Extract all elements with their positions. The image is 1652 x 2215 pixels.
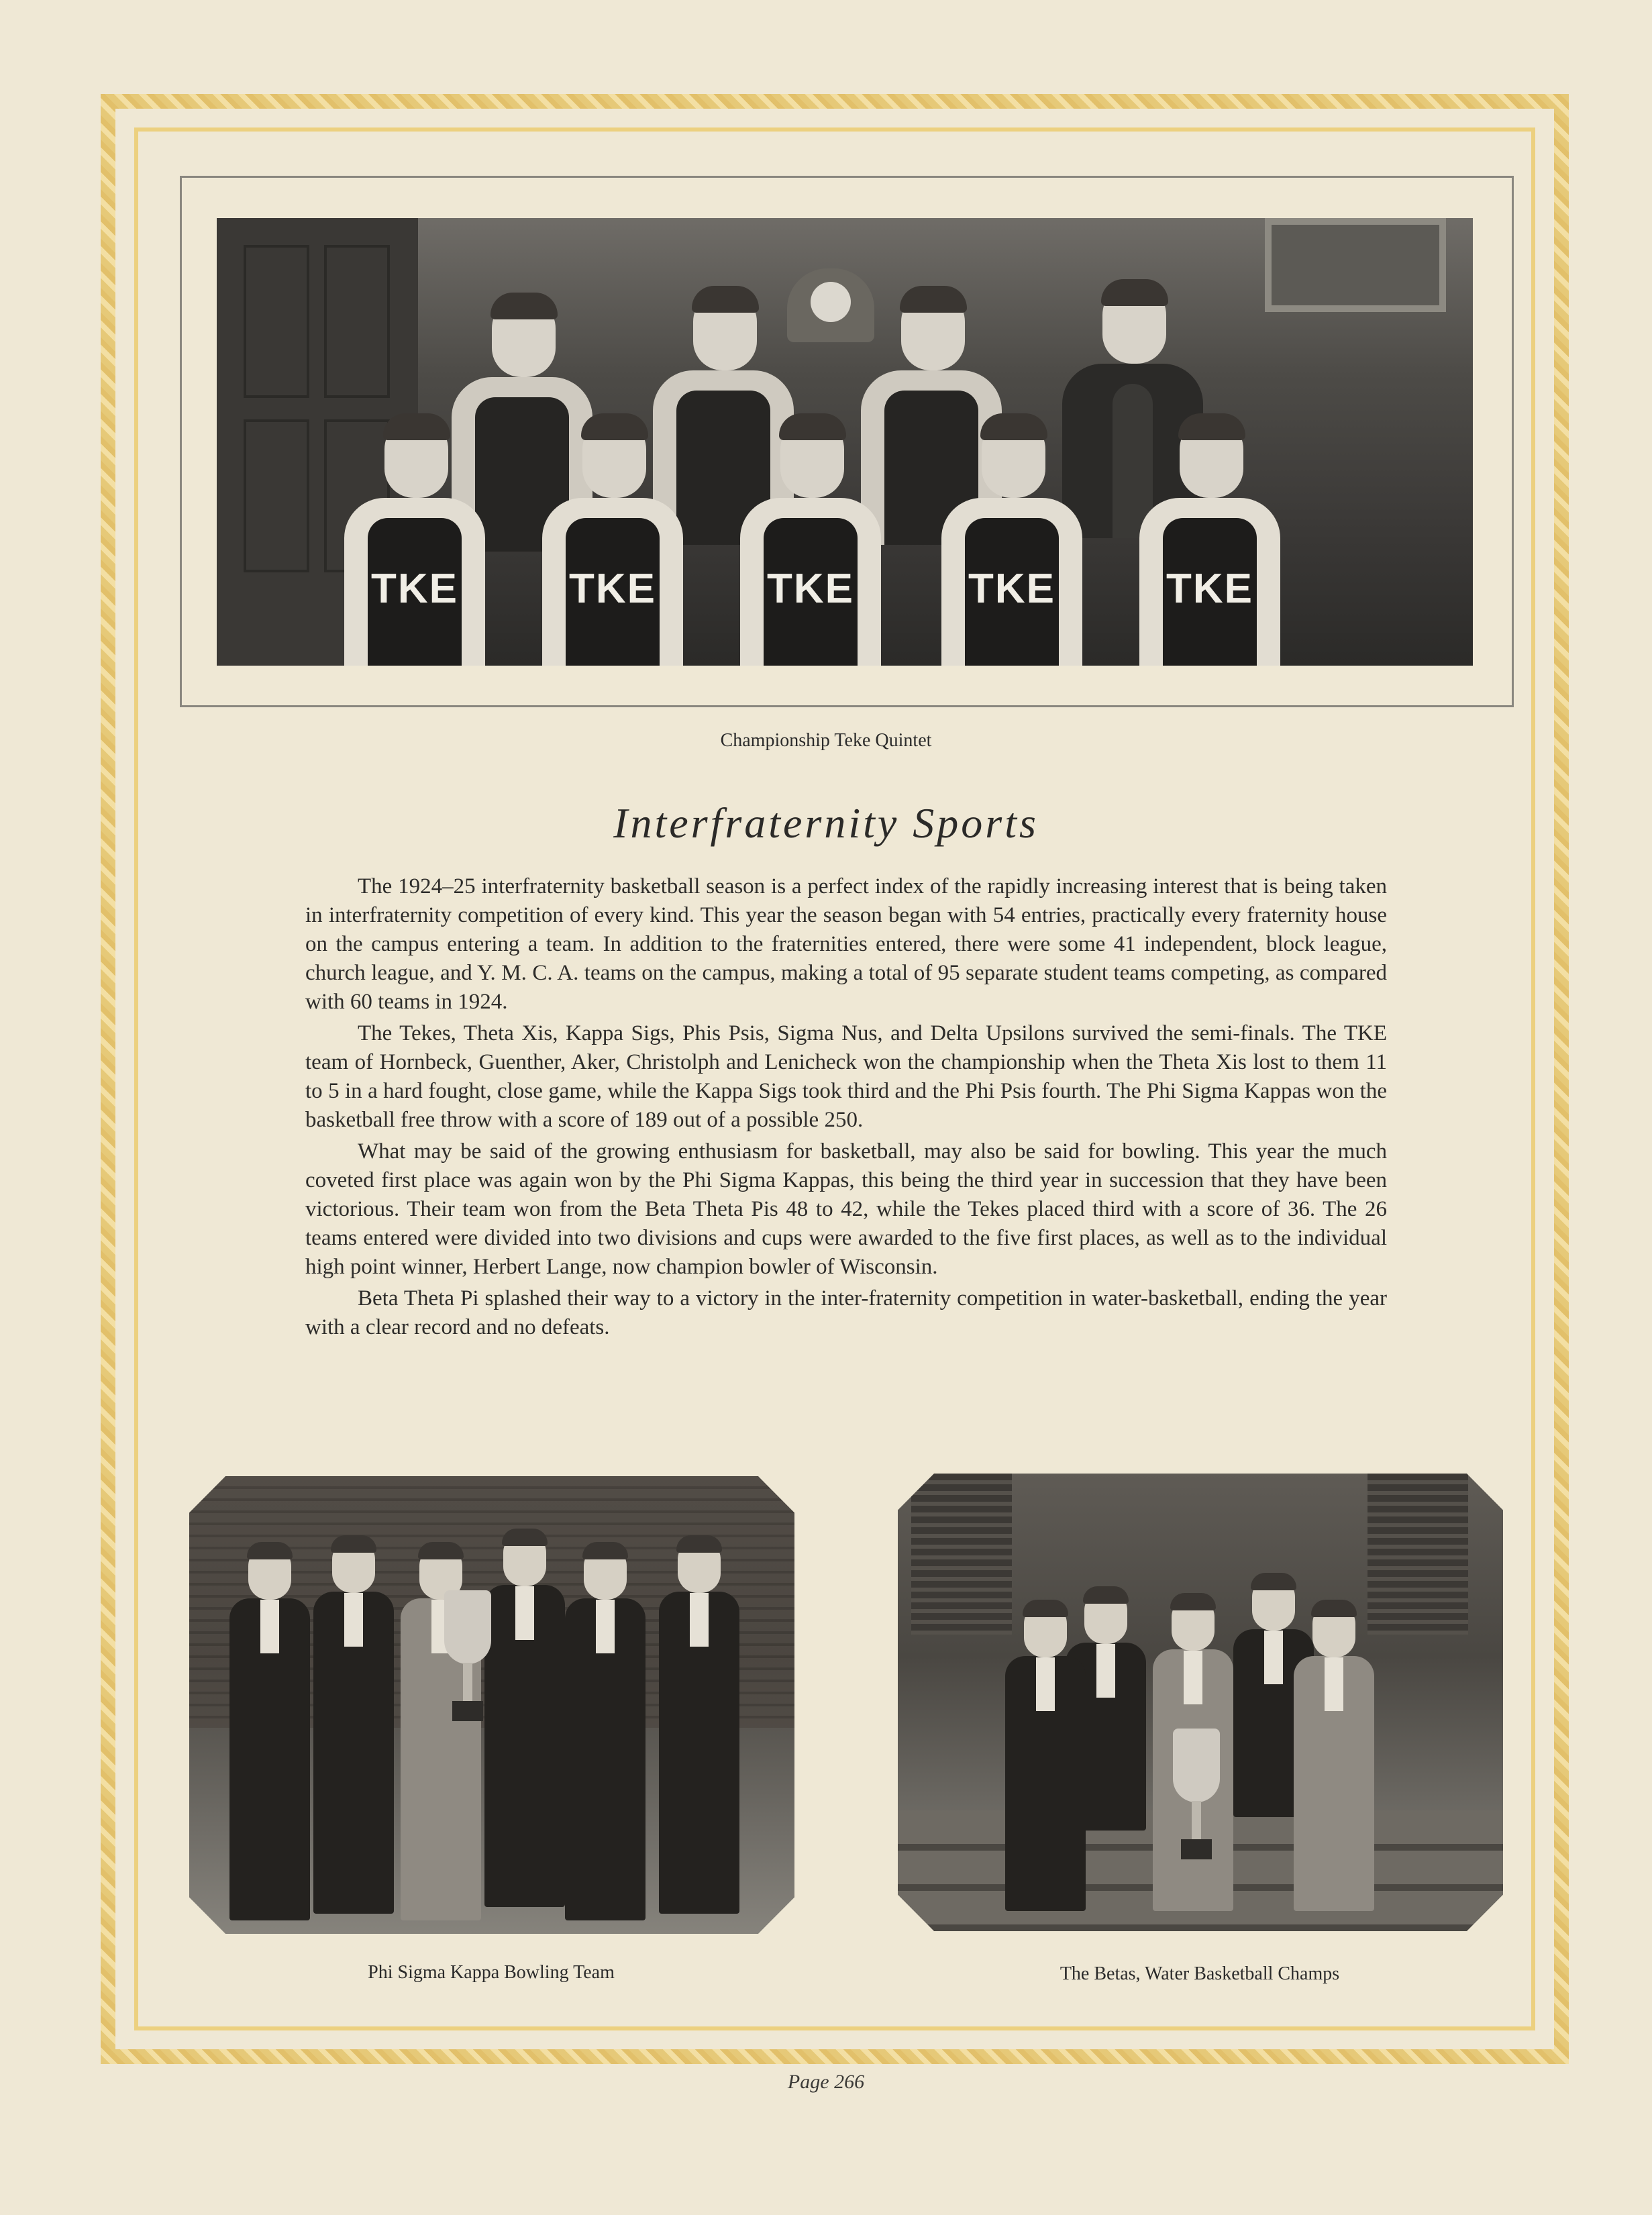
article-paragraph: Beta Theta Pi splashed their way to a victory in the inter-fraternity competition in water-basketball, ending the year with a clear record and no defeats.	[305, 1286, 1387, 1339]
window-shutter	[911, 1474, 1012, 1635]
teke-quintet-photo	[217, 218, 1473, 666]
clock-face	[811, 282, 851, 322]
door-panel	[324, 245, 390, 398]
jersey-lettering: TKE	[569, 566, 656, 612]
bowling-team-caption: Phi Sigma Kappa Bowling Team	[368, 1962, 615, 1983]
article-title: Interfraternity Sports	[613, 799, 1039, 847]
article-body	[305, 872, 1387, 1342]
page-number: Page 266	[787, 2071, 865, 2093]
front-row-player	[740, 417, 881, 666]
jersey-lettering: TKE	[1166, 566, 1253, 612]
front-row-player	[542, 417, 683, 666]
top-photo-caption: Championship Teke Quintet	[720, 730, 932, 751]
trophy-cup	[444, 1590, 491, 1724]
front-row-player	[941, 417, 1082, 666]
article-paragraph: The 1924–25 interfraternity basketball season is a perfect index of the rapidly increasing interest that is being taken in interfraternity competition of every kind. This year the season began with 54 entries, practically every fraternity house on the campus entering a team. In addition to the fraternities entered, there were some 41 independent, block league, church league, and Y. M. C. A. teams on the campus, making a total of 95 separate student teams competing, as compared with 60 teams in 1924.	[305, 874, 1387, 1014]
article-paragraph: What may be said of the growing enthusiasm for basketball, may also be said for bowling. This year the much coveted first place was again won by the Phi Sigma Kappas, this being the third year in succession that they have been victorious. Their team won from the Beta Theta Pis 48 to 42, while the Tekes placed third with a score of 36. The 26 teams entered were divided into two divisions and cups were awarded to the five first places, as well as to the individual high point winner, Herbert Lange, now champion bowler of Wisconsin.	[305, 1139, 1387, 1279]
jersey-lettering: TKE	[968, 566, 1055, 612]
betas-photo	[898, 1474, 1503, 1931]
front-row-player	[344, 417, 485, 666]
betas-caption: The Betas, Water Basketball Champs	[1060, 1963, 1340, 1984]
door-panel	[244, 245, 309, 398]
front-row-player	[1139, 417, 1280, 666]
wall-picture	[1265, 218, 1446, 312]
article-paragraph: The Tekes, Theta Xis, Kappa Sigs, Phis Psis, Sigma Nus, and Delta Upsilons survived the semi-finals. The TKE team of Hornbeck, Guenther, Aker, Christolph and Lenicheck won the championship when the Theta Xis lost to them 11 to 5 in a hard fought, close game, while the Kappa Sigs took third and the Phi Psis fourth. The Phi Sigma Kappas won the basketball free throw with a score of 189 out of a possible 250.	[305, 1021, 1387, 1132]
jersey-lettering: TKE	[767, 566, 854, 612]
window-shutter	[1367, 1474, 1468, 1635]
bowling-team-photo	[189, 1476, 794, 1934]
jersey-lettering: TKE	[371, 566, 458, 612]
door-panel	[244, 419, 309, 572]
trophy-cup	[1173, 1729, 1220, 1863]
